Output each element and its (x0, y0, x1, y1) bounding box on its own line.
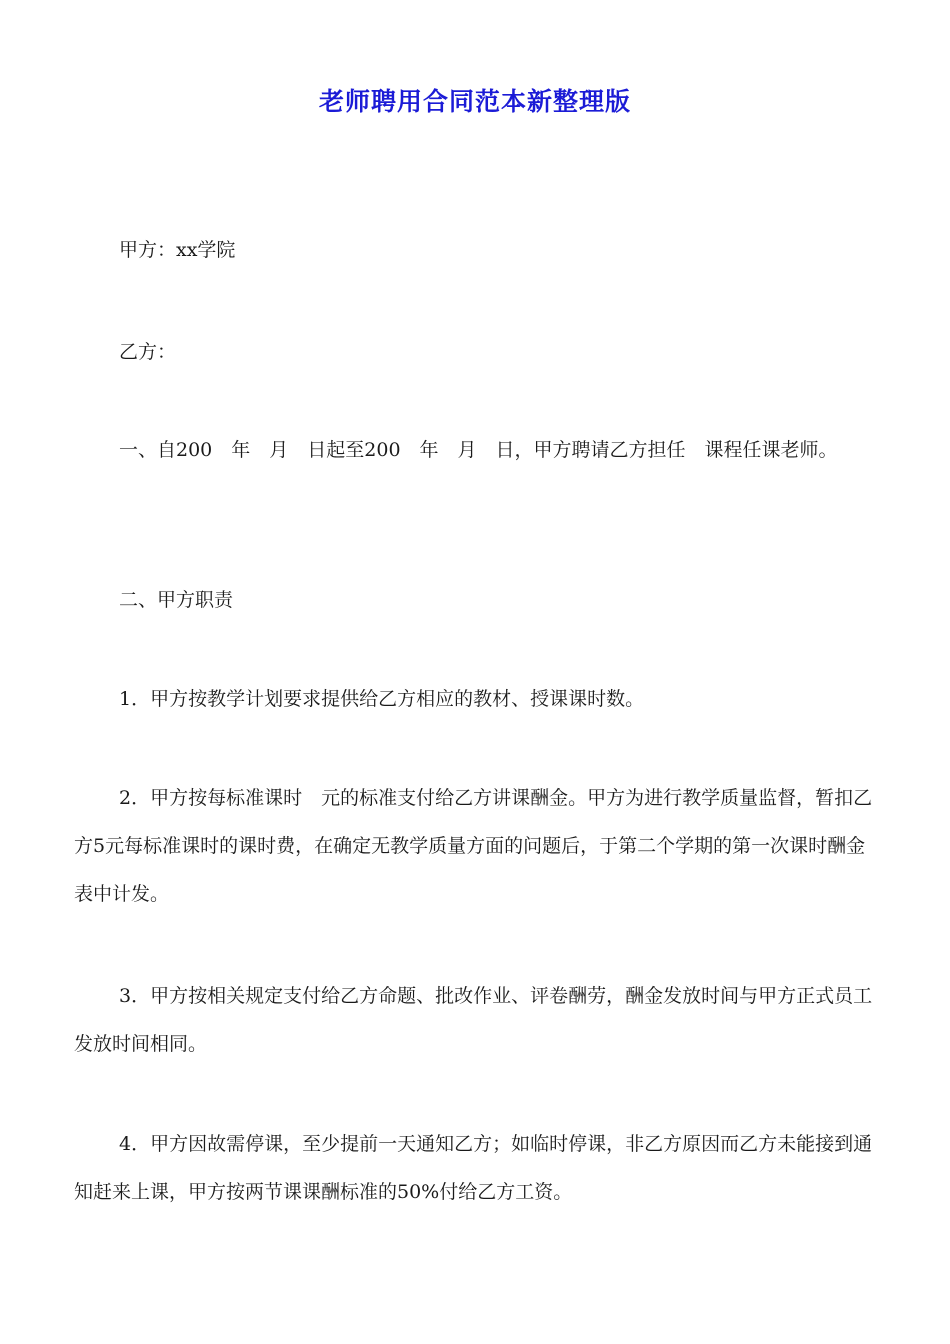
duty-item-3: 3．甲方按相关规定支付给乙方命题、批改作业、评卷酬劳，酬金发放时间与甲方正式员工发放时间相同。 (74, 985, 873, 1055)
document-title: 老师聘用合同范本新整理版 (318, 87, 631, 116)
duty-item-1: 1．甲方按教学计划要求提供给乙方相应的教材、授课课时数。 (119, 688, 645, 710)
duty-item-4: 4．甲方因故需停课，至少提前一天通知乙方；如临时停课，非乙方原因而乙方未能接到通知赶来上课，甲方按两节课课酬标准的50%付给乙方工资。 (74, 1133, 873, 1203)
duty-item-2: 2．甲方按每标准课时 元的标准支付给乙方讲课酬金。甲方为进行教学质量监督，暂扣乙方5元每标准课时的课时费，在确定无教学质量方面的问题后，于第二个学期的第一次课时酬金表中计发。 (74, 787, 873, 905)
section-2-heading: 二、甲方职责 (119, 589, 234, 611)
clause-1: 一、自200 年 月 日起至200 年 月 日，甲方聘请乙方担任 课程任课老师。 (119, 439, 838, 461)
party-b-line: 乙方： (119, 341, 177, 363)
party-a-line: 甲方：xx学院 (119, 239, 236, 261)
